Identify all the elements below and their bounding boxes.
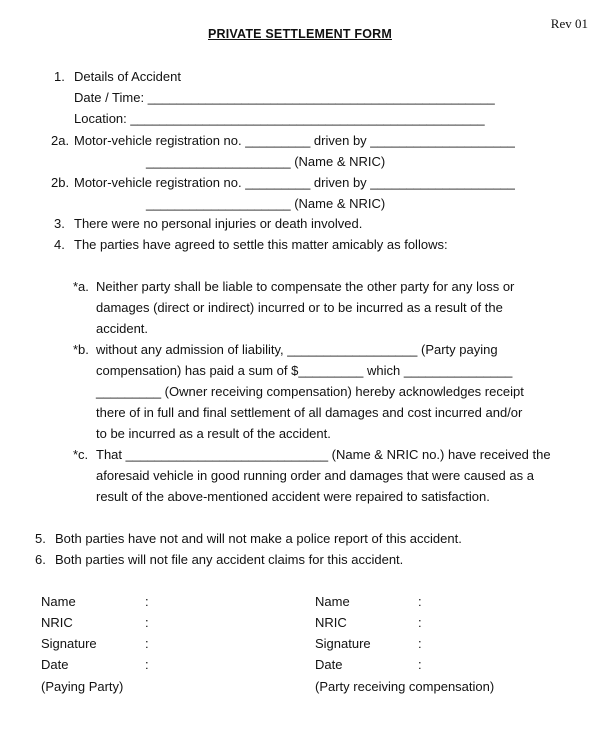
item-1-number: 1. (54, 69, 65, 84)
item-6-number: 6. (35, 552, 46, 567)
clause-a-line: Neither party shall be liable to compensate the other party for any loss or (96, 279, 515, 294)
sig-right-colon: : (418, 636, 422, 651)
item-5-text: Both parties have not and will not make a police report of this accident. (55, 531, 462, 546)
sig-left-nric-label: NRIC (41, 615, 73, 630)
item-4-number: 4. (54, 237, 65, 252)
sig-left-colon: : (145, 657, 149, 672)
sig-right-signature-label: Signature (315, 636, 371, 651)
revision-label: Rev 01 (550, 16, 588, 31)
clause-b-line: there of in full and final settlement of all damages and cost incurred and/or (96, 405, 523, 420)
item-3-text: There were no personal injuries or death involved. (74, 216, 363, 231)
sig-right-caption: (Party receiving compensation) (315, 679, 495, 694)
clause-c-line: result of the above-mentioned accident were repaired to satisfaction. (96, 489, 490, 504)
item-3-number: 3. (54, 216, 65, 231)
item-2b-line-1: Motor-vehicle registration no. _________ driven by ____________________ (74, 175, 515, 190)
clause-c-marker: *c. (73, 447, 89, 462)
item-2b-number: 2b. (51, 175, 70, 190)
sig-right-date-label: Date (315, 657, 343, 672)
sig-right-colon: : (418, 594, 422, 609)
clause-b-line: without any admission of liability, __________________ (Party paying (96, 342, 498, 357)
form-title: PRIVATE SETTLEMENT FORM (208, 27, 392, 41)
item-5-number: 5. (35, 531, 46, 546)
item-2a-number: 2a. (51, 133, 70, 148)
location-field: Location: _________________________________________________ (74, 111, 485, 126)
sig-right-colon: : (418, 615, 422, 630)
clause-b-line: to be incurred as a result of the accident. (96, 426, 331, 441)
clause-c-line: That ____________________________ (Name & NRIC no.) have received the (96, 447, 551, 462)
clause-a-line: accident. (96, 321, 149, 336)
clause-a-marker: *a. (73, 279, 89, 294)
item-6-text: Both parties will not file any accident claims for this accident. (55, 552, 404, 567)
sig-left-colon: : (145, 636, 149, 651)
item-2a-line-2: ____________________ (Name & NRIC) (146, 154, 386, 169)
item-1-text: Details of Accident (74, 69, 181, 84)
item-2b-line-2: ____________________ (Name & NRIC) (146, 196, 386, 211)
clause-a-line: damages (direct or indirect) incurred or to be incurred as a result of the (96, 300, 503, 315)
sig-right-nric-label: NRIC (315, 615, 347, 630)
clause-b-line: _________ (Owner receiving compensation) hereby acknowledges receipt (96, 384, 524, 399)
item-2a-line-1: Motor-vehicle registration no. _________ driven by ____________________ (74, 133, 515, 148)
sig-left-caption: (Paying Party) (41, 679, 124, 694)
sig-left-signature-label: Signature (41, 636, 97, 651)
sig-right-name-label: Name (315, 594, 350, 609)
sig-left-colon: : (145, 594, 149, 609)
clause-b-marker: *b. (73, 342, 89, 357)
sig-left-name-label: Name (41, 594, 76, 609)
sig-left-colon: : (145, 615, 149, 630)
clause-c-line: aforesaid vehicle in good running order and damages that were caused as a (96, 468, 534, 483)
sig-right-colon: : (418, 657, 422, 672)
sig-left-date-label: Date (41, 657, 69, 672)
date-time-field: Date / Time: ________________________________________________ (74, 90, 495, 105)
item-4-text: The parties have agreed to settle this matter amicably as follows: (74, 237, 448, 252)
clause-b-line: compensation) has paid a sum of $_________ which _______________ (96, 363, 513, 378)
